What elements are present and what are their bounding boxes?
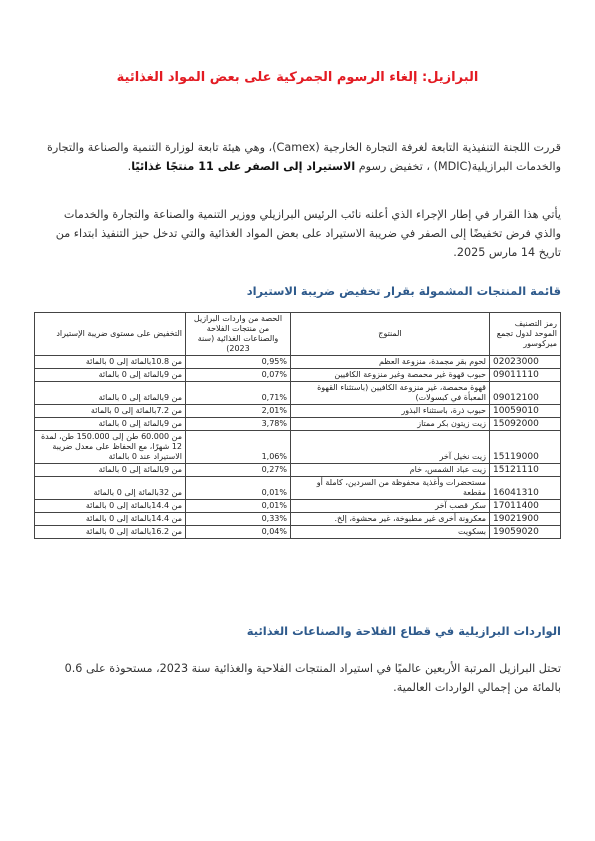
table-row: [35, 382, 561, 405]
cell-share: 0,07%: [186, 369, 291, 382]
cell-share: 0,95%: [186, 356, 291, 369]
cell-share: 2,01%: [186, 405, 291, 418]
cell-product: مستحضرات وأغذية محفوظة من السردين، كاملة أو مقطعة: [291, 477, 490, 500]
cell-reduction: من 9بالمائة إلى 0 بالمائة: [35, 382, 186, 405]
cell-reduction: من 10.8بالمائة إلى 0 بالمائة: [35, 356, 186, 369]
cell-share: 0,01%: [186, 500, 291, 513]
cell-reduction: من 60.000 طن إلى 150.000 طن، لمدة 12 شهرًا، مع الحفاظ على معدل ضريبة الاستيراد عند 0 بالمائة: [35, 431, 186, 464]
cell-code: 02023000: [490, 356, 561, 369]
context-paragraph: يأتي هذا القرار في إطار الإجراء الذي أعلنه نائب الرئيس البرازيلي ووزير التنمية والصناعة والتجارة والخدمات والذي فرض تخفيضًا إلى الصفر في ضريبة الاستيراد على بعض المواد الغذائية والتي تدخل حيز التنفيذ ابتداء من تاريخ 14 مارس 2025.: [55, 208, 561, 259]
cell-share: 1,06%: [186, 431, 291, 464]
cell-product: حبوب قهوة غير محمصة وغير منزوعة الكافيين: [291, 369, 490, 382]
cell-share: 3,78%: [186, 418, 291, 431]
cell-reduction: من 9بالمائة إلى 0 بالمائة: [35, 464, 186, 477]
section-heading: الواردات البرازيلية في قطاع الفلاحة والصناعات الغذائية: [246, 624, 561, 638]
header-code: رمز التصنيف الموحد لدول تجمع ميركوسور: [490, 313, 561, 356]
cell-code: 16041310: [490, 477, 561, 500]
cell-product: بسكويت: [291, 526, 490, 539]
header-reduction: التخفيض على مستوى ضريبة الإستيراد: [35, 313, 186, 356]
intro-end: .: [127, 160, 132, 173]
cell-reduction: من 14.4بالمائة إلى 0 بالمائة: [35, 500, 186, 513]
table-row: [35, 477, 561, 500]
cell-product: زيت زيتون بكر ممتاز: [291, 418, 490, 431]
cell-code: 17011400: [490, 500, 561, 513]
cell-share: 0,04%: [186, 526, 291, 539]
cell-reduction: من 32بالمائة إلى 0 بالمائة: [35, 477, 186, 500]
intro-bold-text: الاستيراد إلى الصفر على 11 منتجًا غذائيًا: [131, 160, 356, 173]
products-table: [34, 312, 561, 539]
table-row: [35, 369, 561, 382]
cell-code: 10059010: [490, 405, 561, 418]
cell-code: 15092000: [490, 418, 561, 431]
table-row: [35, 500, 561, 513]
cell-product: زيت عباد الشمس، خام: [291, 464, 490, 477]
cell-product: سكر قصب آخر: [291, 500, 490, 513]
intro-paragraph: [34, 138, 561, 176]
table-row: [35, 418, 561, 431]
intro-text: قررت اللجنة التنفيذية التابعة لغرفة التجارة الخارجية (Camex)، وهي هيئة تابعة لوزارة التنمية والصناعة والتجارة والخدمات البرازيلية(MDIC) ، تخفيض رسوم: [47, 141, 561, 173]
cell-reduction: من 9بالمائة إلى 0 بالمائة: [35, 369, 186, 382]
cell-share: 0,01%: [186, 477, 291, 500]
cell-code: 09011110: [490, 369, 561, 382]
table-heading: قائمة المنتجات المشمولة بقرار تخفيض ضريبة الاستيراد: [246, 284, 561, 298]
table-row: [35, 526, 561, 539]
page-title: البرازيل: إلغاء الرسوم الجمركية على بعض المواد الغذائية: [116, 70, 479, 85]
table-row: [35, 356, 561, 369]
cell-code: 15121110: [490, 464, 561, 477]
cell-reduction: من 7.2بالمائة إلى 0 بالمائة: [35, 405, 186, 418]
table-body: [35, 356, 561, 539]
cell-share: 0,71%: [186, 382, 291, 405]
cell-share: 0,27%: [186, 464, 291, 477]
table-row: [35, 431, 561, 464]
imports-paragraph: تحتل البرازيل المرتبة الأربعين عالميًا في استيراد المنتجات الفلاحية والغذائية سنة 2023، مستحوذة على 0.6 بالمائة من إجمالي الواردات العالمية.: [64, 662, 561, 694]
cell-product: زيت نخيل آخر: [291, 431, 490, 464]
header-share: الحصة من واردات البرازيل من منتجات الفلاحة والصناعات الغذائية (سنة 2023): [186, 313, 291, 356]
header-product: المنتوج: [291, 313, 490, 356]
cell-code: 09012100: [490, 382, 561, 405]
cell-product: قهوة محمصة، غير منزوعة الكافيين (باستثناء القهوة المعبأة في كبسولات): [291, 382, 490, 405]
table-row: [35, 464, 561, 477]
cell-product: حبوب ذرة، باستثناء البذور: [291, 405, 490, 418]
cell-code: 19021900: [490, 513, 561, 526]
cell-reduction: من 14.4بالمائة إلى 0 بالمائة: [35, 513, 186, 526]
cell-code: 19059020: [490, 526, 561, 539]
cell-code: 15119000: [490, 431, 561, 464]
cell-reduction: من 9بالمائة إلى 0 بالمائة: [35, 418, 186, 431]
cell-product: لحوم بقر مجمدة، منزوعة العظم: [291, 356, 490, 369]
cell-reduction: من 16.2بالمائة إلى 0 بالمائة: [35, 526, 186, 539]
cell-product: معكرونة أخرى غير مطبوخة، غير محشوة، إلخ.: [291, 513, 490, 526]
table-header-row: [35, 313, 561, 356]
table-row: [35, 513, 561, 526]
cell-share: 0,33%: [186, 513, 291, 526]
table-row: [35, 405, 561, 418]
